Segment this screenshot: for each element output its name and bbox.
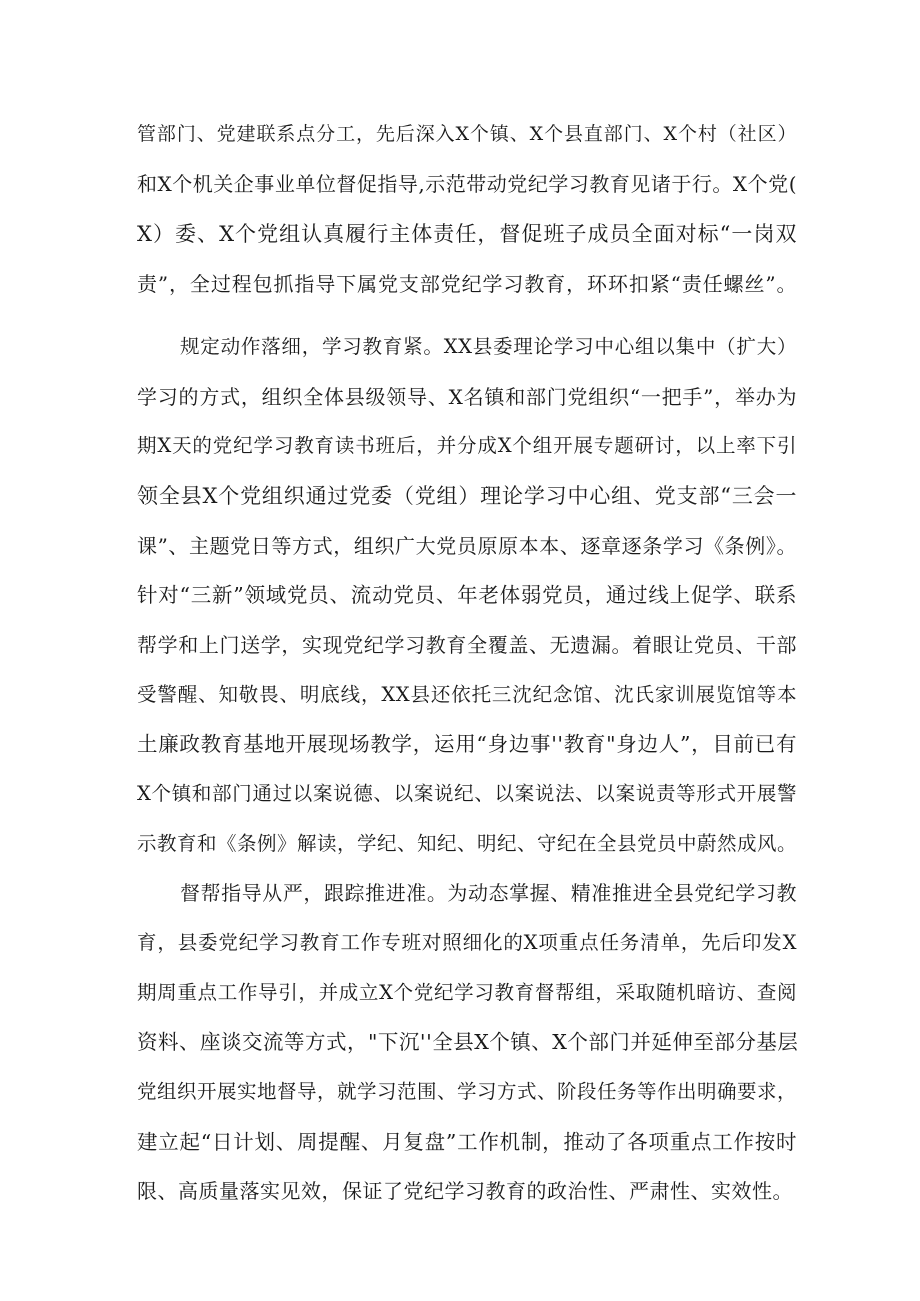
paragraph-line: X个镇和部门通过以案说德、以案说纪、以案说法、以案说责等形式开展警: [137, 782, 797, 805]
paragraph-line: 期周重点工作导引，并成立X个党纪学习教育督帮组，采取随机暗访、查阅: [137, 981, 797, 1004]
paragraph-line: 示教育和《条例》解读，学纪、知纪、明纪、守纪在全县党员中蔚然成风。: [137, 832, 798, 855]
paragraph-line: 资料、座谈交流等方式，"下沉''全县X个镇、X个部门并延伸至部分基层: [137, 1030, 799, 1054]
paragraph-line: X）委、X个党组认真履行主体责任，督促班子成员全面对标“一岗双: [137, 222, 797, 246]
paragraph-line: 帮学和上门送学，实现党纪学习教育全覆盖、无遗漏。着眼让党员、干部: [137, 633, 797, 657]
paragraph-line: 限、高质量落实见效，保证了党纪学习教育的政治性、严肃性、实效性。: [137, 1179, 793, 1203]
paragraph-line: 学习的方式，组织全体县级领导、X名镇和部门党组织“一把手”，举办为: [137, 385, 797, 409]
paragraph-line: 土廉政教育基地开展现场教学，运用“身边事''教育"身边人”，目前已有: [137, 732, 797, 756]
paragraph-line: 课”、主题党日等方式，组织广大党员原原本本、逐章逐条学习《条例》。: [137, 534, 797, 558]
paragraph-line: 领全县X个党组织通过党委（党组）理论学习中心组、党支部“三会一: [137, 484, 797, 508]
paragraph-line: 责”，全过程包抓指导下属党支部党纪学习教育，环环扣紧“责任螺丝”。: [137, 272, 797, 296]
paragraph-line: 党组织开展实地督导，就学习范围、学习方式、阶段任务等作出明确要求，: [137, 1080, 798, 1103]
paragraph-line: 督帮指导从严，跟踪推进准。为动态掌握、精准推进全县党纪学习教: [180, 881, 797, 905]
paragraph-line: 规定动作落细，学习教育紧。XX县委理论学习中心组以集中（扩大）: [180, 335, 797, 358]
paragraph-line: 期X天的党纪学习教育读书班后，并分成X个组开展专题研讨，以上率下引: [137, 434, 797, 457]
paragraph-line: 和X个机关企事业单位督促指导,示范带动党纪学习教育见诸于行。X个党(: [137, 172, 797, 196]
paragraph-line: 管部门、党建联系点分工，先后深入X个镇、X个县直部门、X个村（社区）: [137, 123, 797, 145]
paragraph-line: 育，县委党纪学习教育工作专班对照细化的X项重点任务清单，先后印发X: [137, 931, 797, 954]
paragraph-line: 针对“三新”领域党员、流动党员、年老体弱党员，通过线上促学、联系: [137, 583, 797, 607]
paragraph-line: 建立起“日计划、周提醒、月复盘”工作机制，推动了各项重点工作按时: [137, 1130, 797, 1154]
paragraph-line: 受警醒、知敬畏、明底线，XX县还依托三沈纪念馆、沈氏家训展览馆等本: [137, 683, 797, 706]
